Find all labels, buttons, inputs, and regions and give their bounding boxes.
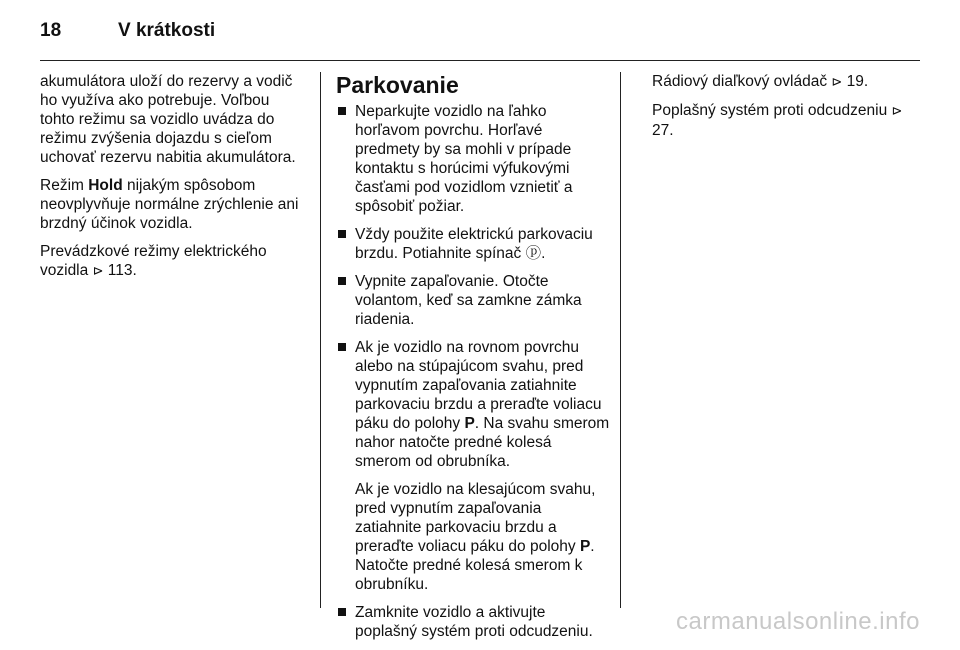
watermark: carmanualsonline.info (676, 608, 920, 635)
list-item: Ak je vozidlo na rovnom povrchu alebo na stúpajúcom svahu, pred vypnutím zapaľovania zatiahnite parkovaciu brzdu a preraďte voliacu páku do polohy P. Na svahu smerom nahor natočte predné kolesá smerom od obrubníka. (336, 338, 610, 471)
square-bullet-icon (338, 107, 346, 115)
header-rule (40, 60, 920, 61)
column-divider-1 (320, 72, 321, 608)
page-ref-arrow-icon: ⊳ (891, 104, 903, 119)
section-title: V krátkosti (118, 20, 216, 41)
paragraph-hold-mode-intro: akumulátora uloží do rezervy a vodič ho využíva ako potrebuje. Voľbou tohto režimu sa vozidlo uvádza do režimu zvýšenia dojazdu s cieľom uchovať rezervu nabitia akumulátora. (40, 73, 296, 166)
page-ref-link[interactable]: 27. (652, 122, 674, 139)
page-ref-arrow-icon: ⊳ (92, 264, 104, 279)
list-item: Vypnite zapaľovanie. Otočte volantom, keď sa zamkne zámka riadenia. (336, 272, 610, 329)
hold-keyword: Hold (88, 177, 123, 194)
list-item: Zamknite vozidlo a aktivujte poplašný systém proti odcudzeniu. (336, 603, 610, 641)
square-bullet-icon (338, 277, 346, 285)
page-header (0, 0, 960, 62)
parking-brake-icon: ⓟ (525, 245, 542, 262)
page-number: 18 (40, 20, 62, 41)
page-ref-link[interactable]: 19. (842, 73, 869, 90)
square-bullet-icon (338, 608, 346, 616)
column-left (40, 72, 308, 290)
page-ref-arrow-icon: ⊳ (831, 75, 843, 90)
list-item: Vždy použite elektrickú parkovaciu brzdu. Potiahnite spínač ⓟ. (336, 225, 610, 263)
list-item: Neparkujte vozidlo na ľahko horľavom povrchu. Horľavé predmety by sa mohli v prípade kontaktu s horúcimi výfukovými časťami pod vozidlom vznietiť a spôsobiť požiar. (336, 102, 610, 216)
column-right (652, 72, 922, 149)
square-bullet-icon (338, 343, 346, 351)
list-item-continuation: Ak je vozidlo na klesajúcom svahu, pred vypnutím zapaľovania zatiahnite parkovaciu brzdu a preraďte voliacu páku do polohy P. Natočte predné kolesá smerom k obrubníku. (355, 481, 596, 593)
square-bullet-icon (338, 230, 346, 238)
paragraph-hold-mode: Režim Hold nijakým spôsobom neovplyvňuje normálne zrýchlenie ani brzdný účinok vozidla. (40, 177, 299, 232)
column-middle (336, 72, 610, 650)
parking-heading: Parkovanie (336, 72, 459, 98)
paragraph-ev-modes: Prevádzkové režimy elektrického vozidla ⊳ 113. (40, 243, 267, 279)
paragraph-anti-theft: Poplašný systém proti odcudzeniu ⊳ 27. (652, 102, 903, 139)
paragraph-remote-control: Rádiový diaľkový ovládač ⊳ 19. (652, 73, 869, 90)
column-divider-2 (620, 72, 621, 608)
page-ref-link[interactable]: 113. (103, 262, 137, 279)
